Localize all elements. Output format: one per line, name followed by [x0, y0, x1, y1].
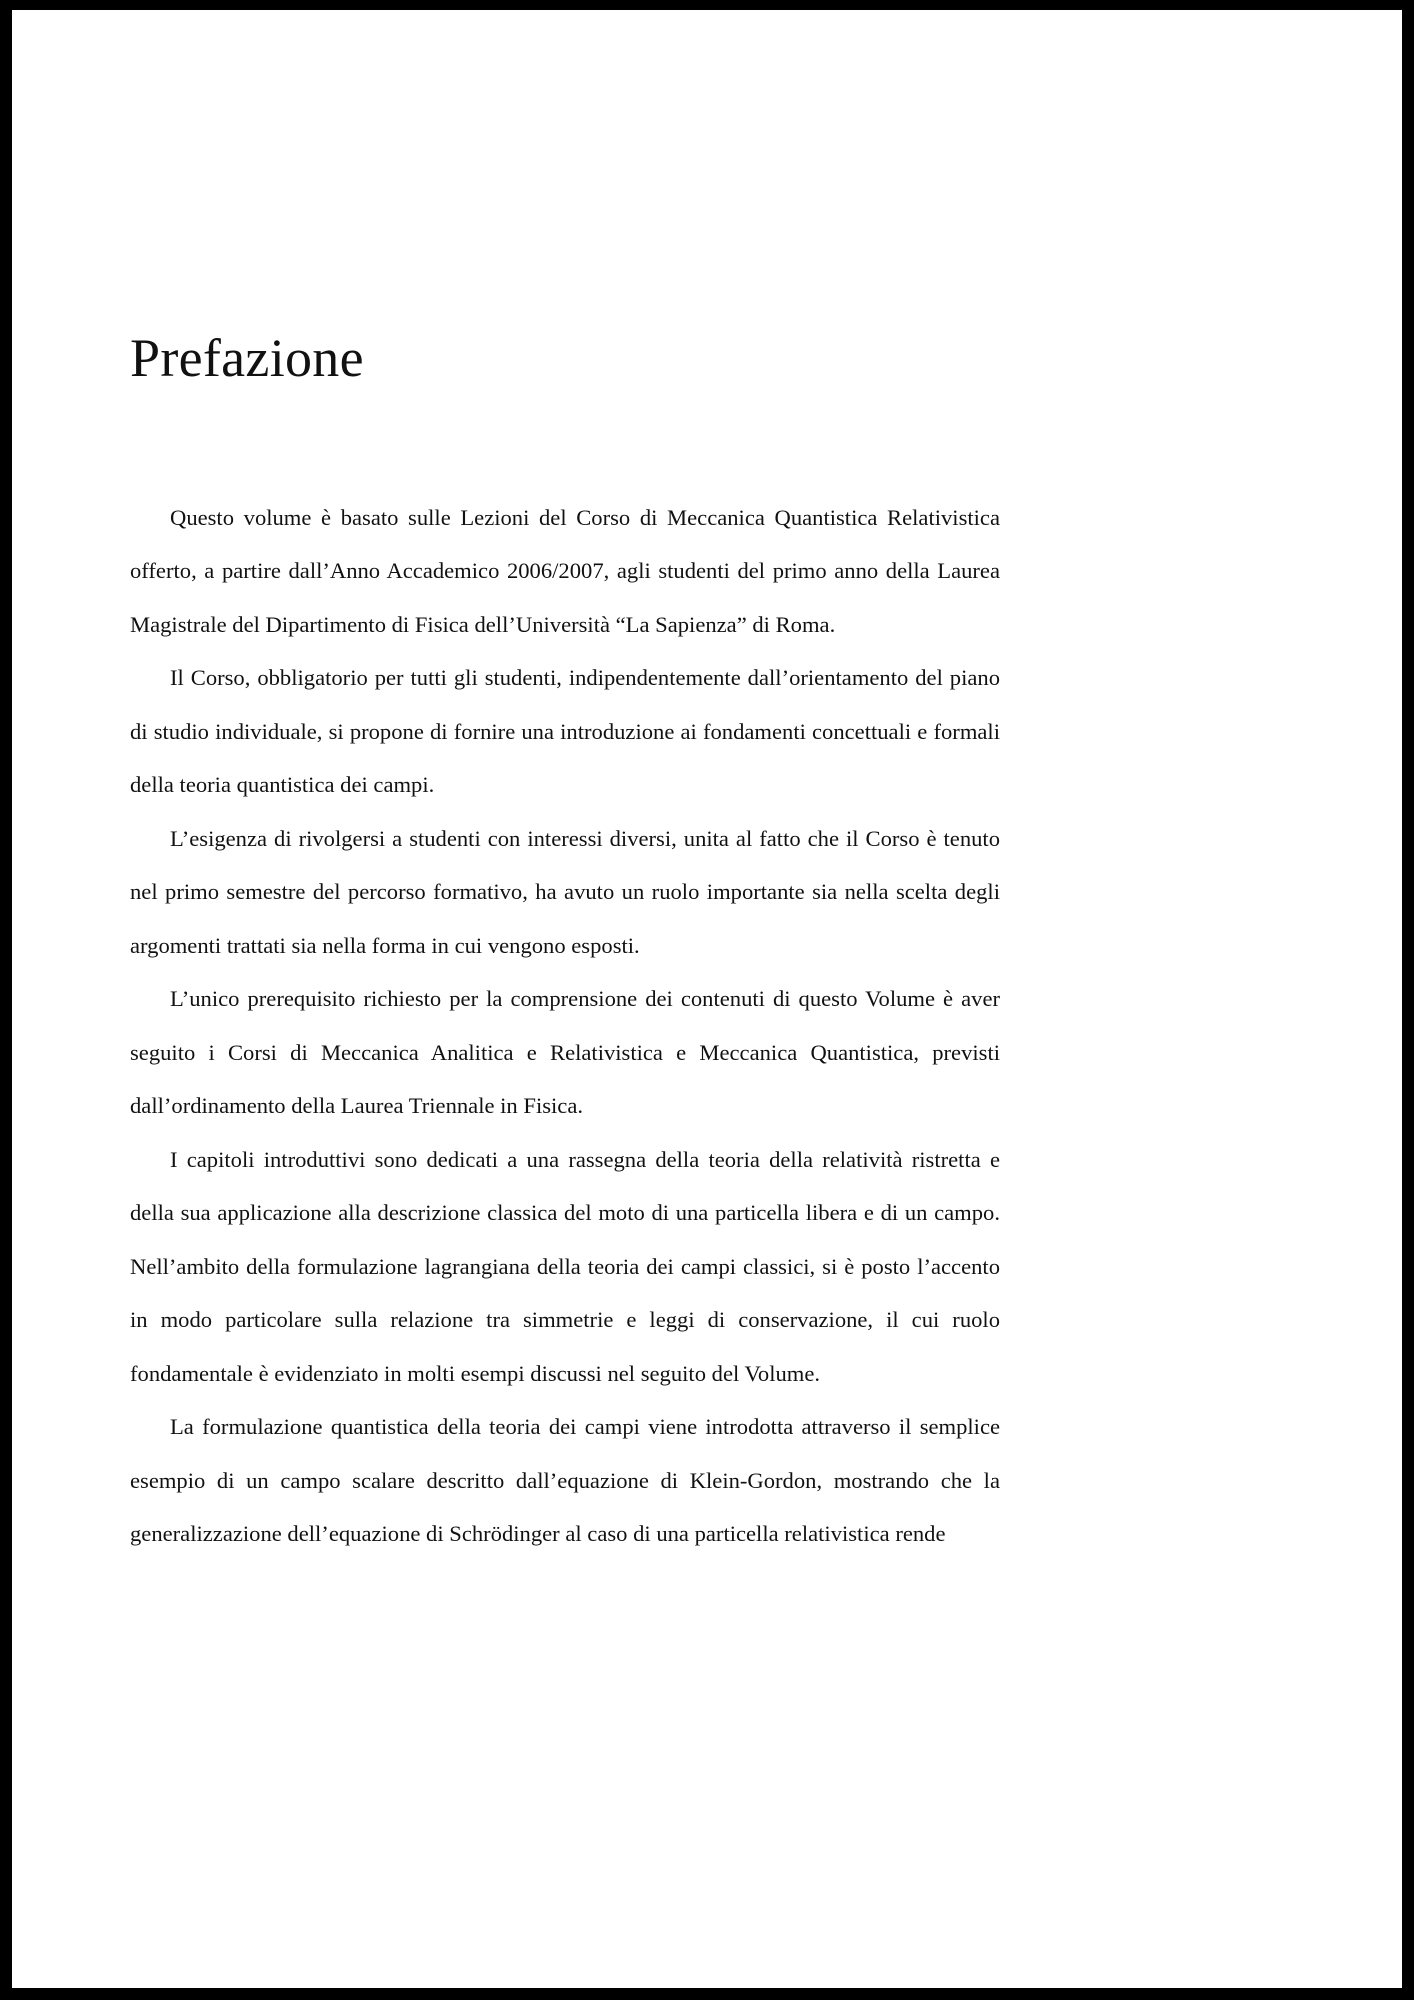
paragraph-5: I capitoli introduttivi sono dedicati a una rassegna della teoria della relatività ristretta e della sua applicazione alla descrizione classica del moto di una particella libera e di un campo. Nell’ambito della formulazione lagrangiana della teoria dei campi classici, si è posto l’accento in modo particolare sulla relazione tra simmetrie e leggi di conservazione, il cui ruolo fondamentale è evidenziato in molti esempi discussi nel seguito del Volume.	[130, 1146, 1000, 1386]
document-page	[12, 10, 1402, 1988]
paragraph-6: La formulazione quantistica della teoria dei campi viene introdotta attraverso il semplice esempio di un campo scalare descritto dall’equazione di Klein-Gordon, mostrando che la generalizzazione dell’equazione di Schrödinger al caso di una particella relativistica rende	[130, 1414, 1000, 1547]
paragraph-3: L’esigenza di rivolgersi a studenti con interessi diversi, unita al fatto che il Corso è tenuto nel primo semestre del percorso formativo, ha avuto un ruolo importante sia nella scelta degli argomenti trattati sia nella forma in cui vengono esposti.	[130, 825, 1000, 958]
paragraph-4: L’unico prerequisito richiesto per la comprensione dei contenuti di questo Volume è aver seguito i Corsi di Meccanica Analitica e Relativistica e Meccanica Quantistica, previsti dall’ordinamento della Laurea Triennale in Fisica.	[130, 986, 1000, 1119]
body-text	[130, 491, 1000, 1561]
paragraph-2: Il Corso, obbligatorio per tutti gli studenti, indipendentemente dall’orientamento del piano di studio individuale, si propone di fornire una introduzione ai fondamenti concettuali e formali della teoria quantistica dei campi.	[130, 665, 1000, 798]
paragraph-1: Questo volume è basato sulle Lezioni del Corso di Meccanica Quantistica Relativistica offerto, a partire dall’Anno Accademico 2006/2007, agli studenti del primo anno della Laurea Magistrale del Dipartimento di Fisica dell’Università “La Sapienza” di Roma.	[130, 504, 1000, 637]
page-text-column	[130, 330, 1000, 1561]
page-title: Prefazione	[130, 328, 364, 388]
